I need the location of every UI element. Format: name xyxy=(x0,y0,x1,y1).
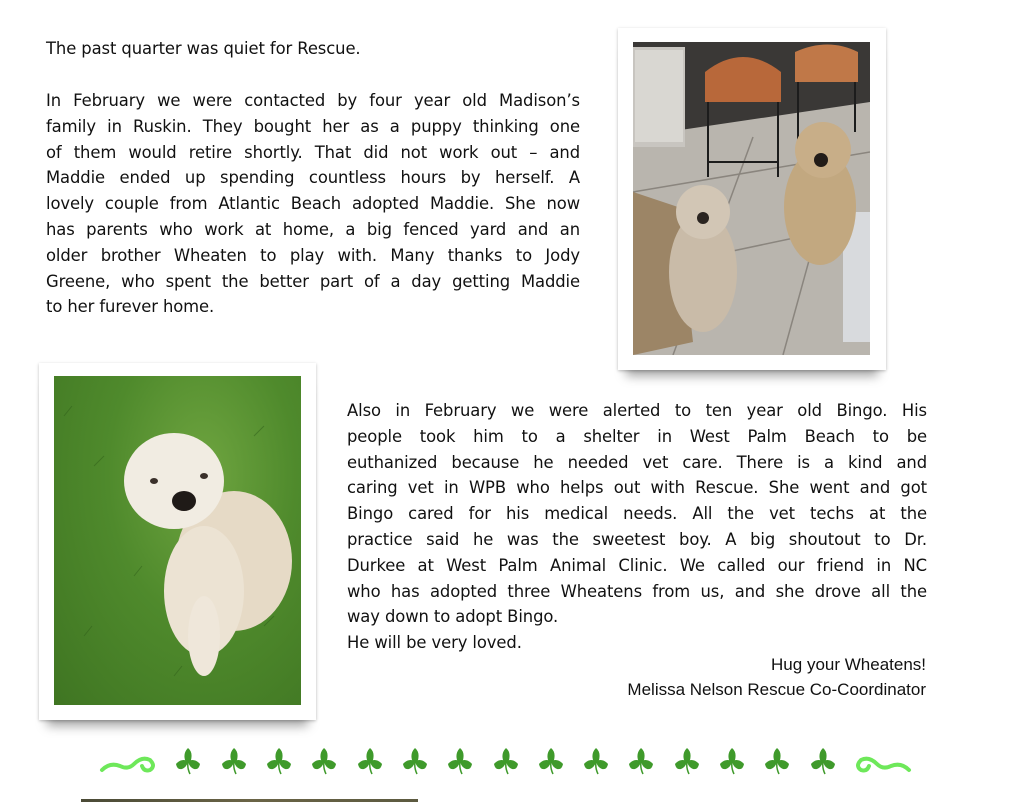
leaf-icon xyxy=(400,746,430,776)
signature: Melissa Nelson Rescue Co-Coordinator xyxy=(627,680,926,699)
text-line: Durkee at West Palm Animal Clinic. We called our friend in NC xyxy=(347,555,927,575)
leaf-icon xyxy=(808,746,838,776)
leaf-ornament-divider xyxy=(98,745,913,777)
intro-paragraph xyxy=(46,36,580,62)
text-line: way down to adopt Bingo. xyxy=(347,607,559,627)
leaf-icon xyxy=(264,746,294,776)
two-dogs-photo xyxy=(633,42,870,355)
leaf-icon xyxy=(173,746,203,776)
bingo-photo-frame xyxy=(39,363,316,720)
leaf-icon xyxy=(536,746,566,776)
text-line: caring vet in WPB who helps out with Rescue. She went and got xyxy=(347,478,927,498)
text-line: Greene, who spent the better part of a day getting Maddie xyxy=(46,271,580,291)
text-line: of them would retire shortly. That did not work out – and xyxy=(46,142,580,162)
leaf-icon xyxy=(672,746,702,776)
text-line: family in Ruskin. They bought her as a puppy thinking one xyxy=(46,116,580,136)
leaf-icon xyxy=(445,746,475,776)
text-line: euthanized because he needed vet care. There is a kind and xyxy=(347,452,927,472)
text-line: practice said he was the sweetest boy. A big shoutout to Dr. xyxy=(347,529,927,549)
swirl-left-icon xyxy=(98,746,158,776)
bingo-illustration xyxy=(54,376,301,705)
text-line: people took him to a shelter in West Palm Beach to be xyxy=(347,426,927,446)
leaf-icon xyxy=(491,746,521,776)
text-line: He will be very loved. xyxy=(347,633,522,653)
text-line: Bingo cared for his medical needs. All the vet techs at the xyxy=(347,504,927,524)
leaf-icon xyxy=(581,746,611,776)
swirl-right-icon xyxy=(853,746,913,776)
two-dogs-illustration xyxy=(633,42,870,355)
text-line: to her furever home. xyxy=(46,297,215,317)
text-line: has parents who work at home, a big fenced yard and an xyxy=(46,219,580,239)
text-line: older brother Wheaten to play with. Many thanks to Jody xyxy=(46,245,580,265)
leaf-icon xyxy=(717,746,747,776)
maddie-paragraph xyxy=(46,88,580,320)
two-dogs-photo-frame xyxy=(618,28,886,370)
leaf-icon xyxy=(626,746,656,776)
text-line: Also in February we were alerted to ten year old Bingo. His xyxy=(347,401,927,420)
text-line: lovely couple from Atlantic Beach adopted Maddie. She now xyxy=(46,194,580,214)
leaf-icon xyxy=(762,746,792,776)
intro-text: The past quarter was quiet for Rescue. xyxy=(46,39,361,58)
text-line: Maddie ended up spending countless hours by herself. A xyxy=(46,168,580,188)
leaf-icon xyxy=(309,746,339,776)
text-line: who has adopted three Wheatens from us, and she drove all the xyxy=(347,581,927,601)
bingo-paragraph xyxy=(347,398,927,656)
leaf-icon xyxy=(355,746,385,776)
leaf-icon xyxy=(219,746,249,776)
text-line: In February we were contacted by four year old Madison’s xyxy=(46,91,580,110)
bingo-photo xyxy=(54,376,301,705)
signoff: Hug your Wheatens! xyxy=(771,655,926,674)
